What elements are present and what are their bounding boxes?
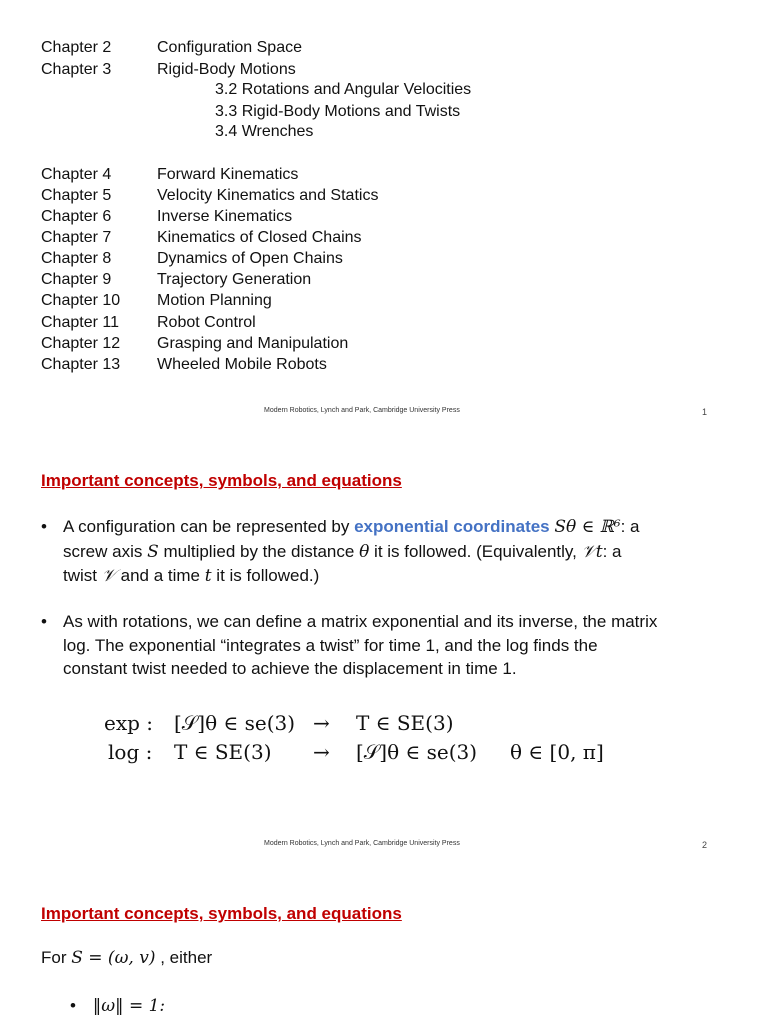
math-symbol: 𝒱t (581, 541, 603, 562)
chapter-number: Chapter 3 (41, 61, 112, 78)
chapter-number: Chapter 8 (41, 250, 112, 267)
page-number: 1 (702, 407, 708, 417)
slide-heading: Important concepts, symbols, and equations (41, 471, 402, 490)
chapter-title: Motion Planning (157, 292, 272, 309)
chapter-title: Dynamics of Open Chains (157, 250, 343, 267)
chapter-title: Grasping and Manipulation (157, 335, 349, 352)
bullet-text: A configuration can be represented by exponential coordinates Sθ ∈ ℝ⁶: a screw axis S multiplied by the distance θ it is followed. (Equivalently, 𝒱t: a twist 𝒱 and a time t it is followed.) (63, 517, 640, 586)
chapter-number: Chapter 9 (41, 271, 112, 288)
chapter-number: Chapter 13 (41, 356, 121, 373)
chapter-number: Chapter 2 (41, 39, 112, 56)
math-symbol: ‖ω‖ = 1: (92, 996, 166, 1016)
bullet-omega-norm (70, 996, 165, 1016)
bullet-text: As with rotations, we can define a matrix exponential and its inverse, the matrix log. The exponential “integrates a twist” for time 1, and the log finds the constant twist needed to achieve the displacement in time 1. (63, 612, 658, 678)
math-symbol: 𝒱 (101, 566, 116, 586)
chapter-number: Chapter 7 (41, 229, 112, 246)
chapter-title: Velocity Kinematics and Statics (157, 187, 379, 204)
chapter-title: Wheeled Mobile Robots (157, 356, 327, 373)
slide-footer: Modern Robotics, Lynch and Park, Cambridge University Press (264, 840, 460, 847)
chapter-title: Kinematics of Closed Chains (157, 229, 362, 246)
math-symbol: S (147, 541, 159, 562)
bullet-dot: • (41, 517, 47, 536)
log-arrow: → (313, 740, 330, 764)
math-symbol: t (204, 566, 212, 586)
chapter-title: Robot Control (157, 314, 256, 331)
chapter-title: Inverse Kinematics (157, 208, 293, 225)
chapter-number: Chapter 10 (41, 292, 121, 309)
log-right: [𝒮]θ ∈ se(3) (356, 740, 478, 764)
chapter-number: Chapter 12 (41, 335, 121, 352)
chapter-number: Chapter 6 (41, 208, 112, 225)
math-symbol: Sθ ∈ ℝ⁶ (554, 517, 621, 537)
bullet-dot: • (41, 612, 47, 631)
highlight-term: exponential coordinates (354, 517, 550, 536)
slide-footer: Modern Robotics, Lynch and Park, Cambridge University Press (264, 407, 460, 414)
section-item: 3.2 Rotations and Angular Velocities (215, 81, 472, 98)
chapter-title: Trajectory Generation (157, 271, 312, 288)
theta-range: θ ∈ [0, π] (510, 740, 604, 764)
chapter-number: Chapter 5 (41, 187, 112, 204)
chapter-title: Forward Kinematics (157, 166, 299, 183)
exp-left: [𝒮]θ ∈ se(3) (174, 711, 296, 735)
for-line: For S = (ω, v) , either (41, 948, 213, 968)
page-number: 2 (702, 840, 708, 850)
bullet-dot: • (70, 996, 76, 1015)
chapter-number: Chapter 4 (41, 166, 112, 183)
log-left: T ∈ SE(3) (174, 740, 272, 764)
math-symbol: S = (ω, v) (71, 948, 156, 968)
section-item: 3.4 Wrenches (215, 123, 314, 140)
exp-arrow: → (313, 711, 330, 735)
math-symbol: θ (359, 541, 370, 562)
exp-right: T ∈ SE(3) (356, 711, 454, 735)
slide-heading: Important concepts, symbols, and equations (41, 904, 402, 923)
chapter-title: Rigid-Body Motions (157, 61, 296, 78)
chapter-title: Configuration Space (157, 39, 302, 56)
chapter-number: Chapter 11 (41, 314, 119, 331)
exp-label: exp : (104, 711, 154, 735)
section-item: 3.3 Rigid-Body Motions and Twists (215, 103, 461, 120)
log-label: log : (108, 740, 153, 764)
